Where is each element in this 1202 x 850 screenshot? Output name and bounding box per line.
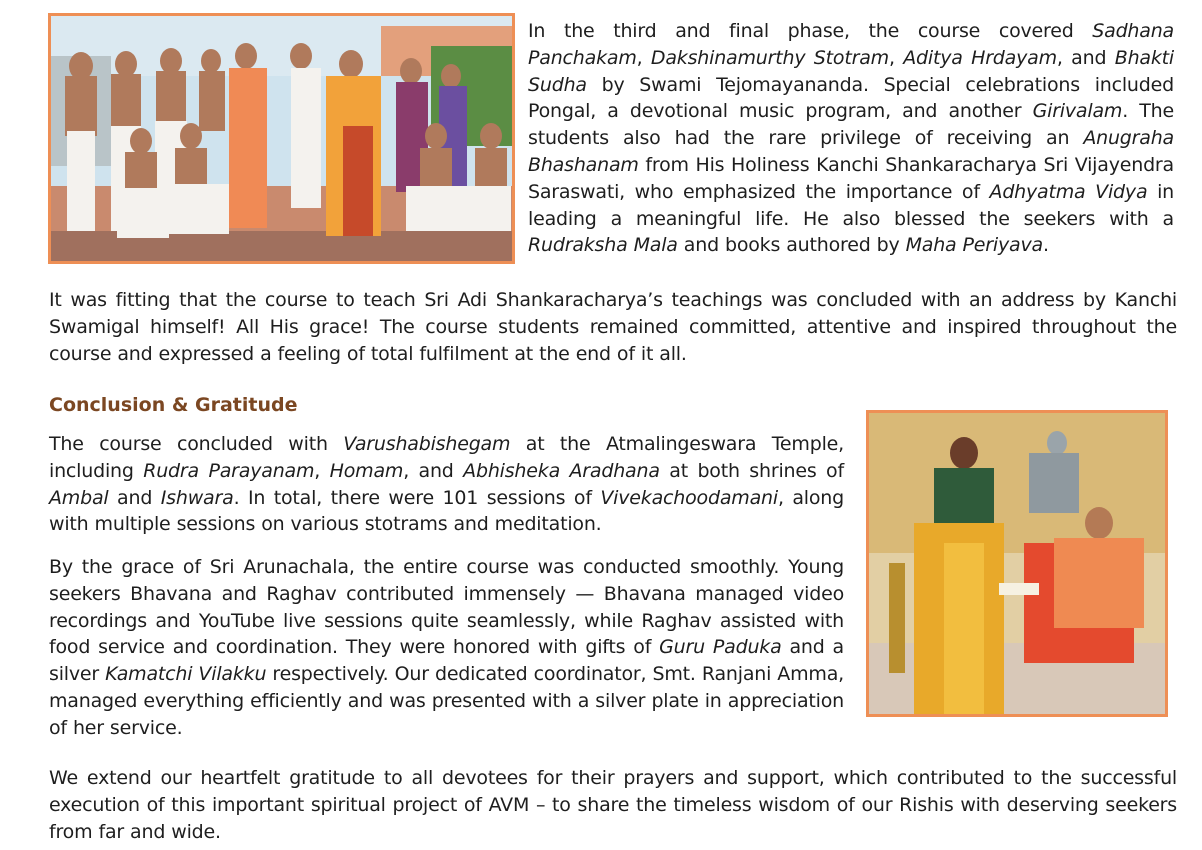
text-term: Guru Paduka bbox=[659, 636, 782, 659]
text-term: Varushabishegam bbox=[343, 433, 511, 455]
text-run: and bbox=[108, 486, 161, 509]
gratitude-paragraph: We extend our heartfelt gratitude to all devotees for their prayers and support, which contributed to the successful execution of this important spiritual project of AVM – to share the timeless wisdom of our Rishis with deserving seekers from far and wide. bbox=[49, 767, 1177, 843]
blessing-photo-image bbox=[869, 413, 1165, 714]
text-run: . In total, there were 101 sessions of bbox=[233, 486, 601, 509]
text-run: in leading a meaningful life. He also blessed the seekers with a bbox=[528, 180, 1174, 230]
phase-paragraph bbox=[528, 18, 1174, 259]
group-photo-image bbox=[51, 16, 512, 261]
text-term: Dakshinamurthy Stotram bbox=[650, 46, 889, 69]
text-term: Rudraksha Mala bbox=[528, 234, 678, 257]
grace-paragraph bbox=[49, 554, 844, 742]
text-term: Sadhana Panchakam bbox=[528, 20, 1174, 69]
text-term: Homam bbox=[329, 459, 404, 482]
text-term: Vivekachoodamani bbox=[600, 486, 778, 509]
section-heading: Conclusion & Gratitude bbox=[49, 394, 298, 416]
text-run: by Swami Tejomayananda. Special celebrations included Pongal, a devotional music program, and another bbox=[528, 73, 1174, 123]
text-run: The course concluded with bbox=[49, 433, 344, 455]
text-run: . The students also had the rare privilege of receiving an bbox=[528, 100, 1174, 150]
text-term: Girivalam bbox=[1032, 100, 1123, 123]
text-term: Anugraha Bhashanam bbox=[528, 127, 1174, 176]
blessing-photo bbox=[866, 410, 1168, 717]
text-term: Bhakti Sudha bbox=[528, 46, 1174, 96]
text-term: Adhyatma Vidya bbox=[989, 180, 1148, 203]
text-run: and a silver bbox=[49, 636, 844, 686]
text-run: , bbox=[888, 46, 904, 69]
text-run: , and bbox=[403, 459, 464, 482]
text-term: Aditya Hrdayam bbox=[903, 46, 1057, 69]
text-run: , along with multiple sessions on various stotrams and meditation. bbox=[49, 486, 844, 536]
text-run: respectively. Our dedicated coordinator, Smt. Ranjani Amma, managed everything efficiently and was presented with a silver plate in appreciation of her service. bbox=[49, 663, 844, 739]
text-run: at the Atmalingeswara Temple, including bbox=[49, 433, 844, 482]
text-term: Abhisheka Aradhana bbox=[463, 459, 660, 482]
text-term: Kamatchi Vilakku bbox=[105, 663, 267, 686]
text-term: Rudra Parayanam bbox=[143, 459, 315, 482]
text-run: By the grace of Sri Arunachala, the entire course was conducted smoothly. Young seekers Bhavana and Raghav contributed immensely — Bhavana managed video recordings and YouTube live sessions quite seamlessly, while Raghav assisted with food service and coordination. They were honored with gifts of bbox=[49, 556, 844, 659]
fitting-paragraph: It was fitting that the course to teach Sri Adi Shankaracharya’s teachings was concluded with an address by Kanchi Swamigal himself! All His grace! The course students remained committed, attentive and inspired throughout the course and expressed a feeling of total fulfilment at the end of it all. bbox=[49, 289, 1177, 365]
text-run: , bbox=[314, 459, 330, 482]
concluded-paragraph bbox=[49, 431, 844, 538]
text-run: at both shrines of bbox=[659, 459, 844, 482]
text-run: from His Holiness Kanchi Shankaracharya Sri Vijayendra Saraswati, who emphasized the importance of bbox=[528, 153, 1174, 203]
text-run: In the third and final phase, the course covered bbox=[528, 20, 1093, 42]
text-run: , bbox=[636, 46, 651, 69]
text-term: Ishwara bbox=[160, 486, 234, 509]
text-term: Ambal bbox=[49, 486, 109, 509]
text-run: . bbox=[1042, 234, 1049, 257]
group-photo bbox=[48, 13, 515, 264]
text-run: and books authored by bbox=[677, 234, 906, 257]
text-run: , and bbox=[1056, 46, 1115, 69]
text-term: Maha Periyava bbox=[905, 234, 1043, 257]
